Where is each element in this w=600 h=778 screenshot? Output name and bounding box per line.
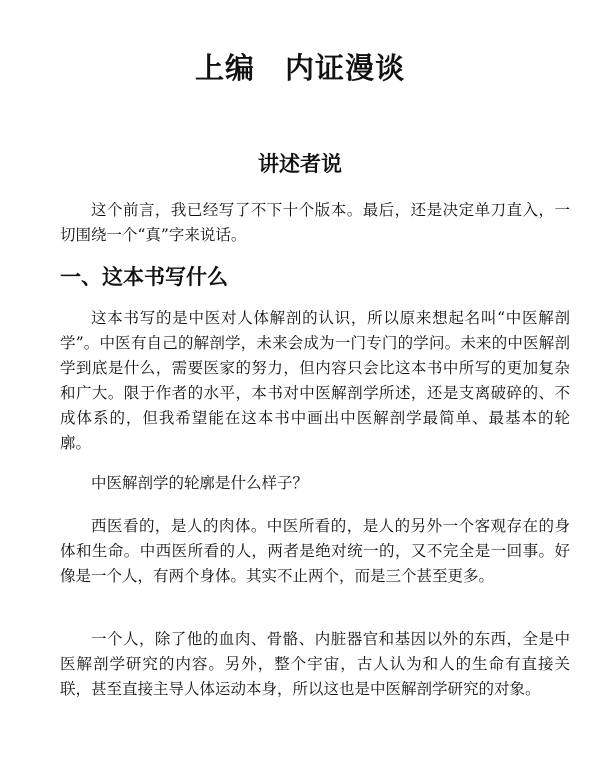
part-title: 上编 内证漫谈 (194, 51, 405, 85)
section-title: 讲述者说 (258, 151, 342, 176)
chapter-heading: 一、这本书写什么 (60, 264, 228, 289)
body-paragraph-question: 中医解剖学的轮廓是什么样子？ (91, 474, 309, 492)
body-paragraph-1: 这本书写的是中医对人体解剖的认识，所以原来想起名叫“中医解剖学”。中医有自己的解剖学，未来会成为一门专门的学问。未来的中医解剖学到底是什么，需要医家的努力，但内容只会比这本书中所写的更加复杂和广大。限于作者的水平，本书对中医解剖学所述，还是支离破碎的、不成体系的，但我希望能在这本书中画出中医解剖学最简单、最基本的轮廓。 (60, 309, 570, 452)
body-paragraph-2: 西医看的，是人的肉体。中医所看的，是人的另外一个客观存在的身体和生命。中西医所看的人，两者是绝对统一的，又不完全是一回事。好像是一个人，有两个身体。其实不止两个，而是三个甚至更多。 (60, 517, 570, 585)
body-paragraph-3: 一个人，除了他的血肉、骨骼、内脏器官和基因以外的东西，全是中医解剖学研究的内容。另外，整个宇宙，古人认为和人的生命有直接关联，甚至直接主导人体运动本身，所以这也是中医解剖学研究的对象。 (60, 630, 570, 698)
preface-paragraph: 这个前言，我已经写了不下十个版本。最后，还是决定单刀直入，一切围绕一个“真”字来说话。 (60, 201, 570, 244)
